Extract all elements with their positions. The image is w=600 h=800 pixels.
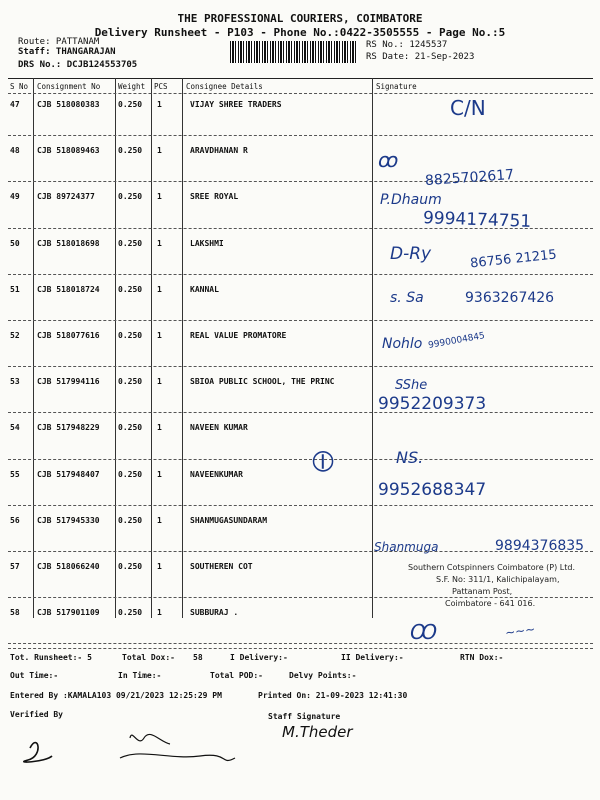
handwritten-phone: 8825702617 bbox=[424, 166, 515, 190]
row-name: REAL VALUE PROMATORE bbox=[190, 331, 287, 340]
row-pcs: 1 bbox=[157, 331, 162, 340]
col-divider bbox=[372, 78, 373, 618]
row-pcs: 1 bbox=[157, 284, 162, 294]
row-sno: 55 bbox=[10, 469, 20, 479]
row-weight: 0.250 bbox=[118, 608, 143, 618]
signature-scribble bbox=[130, 734, 170, 744]
signature-scribble: P.Dhaum bbox=[380, 192, 442, 208]
handwritten-note: C/N bbox=[450, 96, 486, 120]
row-sno: 48 bbox=[10, 146, 20, 156]
route-label: Route: PATTANAM bbox=[18, 37, 100, 47]
row-weight: 0.250 bbox=[118, 238, 143, 248]
drs-number: DRS No.: DCJB124553705 bbox=[18, 60, 138, 70]
handwritten-phone: 9894376835 bbox=[495, 538, 585, 554]
signature-scribble bbox=[120, 754, 235, 761]
col-header-sno: S No bbox=[10, 82, 29, 91]
col-divider bbox=[115, 78, 116, 618]
row-weight: 0.250 bbox=[118, 515, 143, 525]
row-cons: CJB 518077616 bbox=[37, 331, 100, 340]
row-cons: CJB 517901109 bbox=[37, 608, 100, 618]
row-cons: CJB 517948407 bbox=[37, 469, 100, 479]
row-cons: CJB 518018698 bbox=[37, 238, 100, 248]
row-weight: 0.250 bbox=[118, 192, 143, 202]
signature-scribble: Shanmuga bbox=[374, 540, 439, 554]
staff-label: Staff: THANGARAJAN bbox=[18, 47, 116, 57]
col-divider bbox=[151, 78, 152, 618]
row-pcs: 1 bbox=[157, 608, 162, 618]
row-separator bbox=[8, 505, 593, 506]
row-name: SOUTHEREN COT bbox=[190, 562, 253, 571]
row-weight: 0.250 bbox=[118, 100, 143, 109]
row-cons: CJB 517948229 bbox=[37, 423, 100, 433]
company-title: THE PROFESSIONAL COURIERS, COIMBATORE bbox=[177, 12, 423, 25]
signature-scribble: D-Ry bbox=[390, 244, 432, 264]
handwritten-phone: 9952688347 bbox=[378, 480, 487, 500]
in-time: In Time:- bbox=[118, 671, 162, 680]
rtn-dox: RTN Dox:- bbox=[460, 653, 504, 662]
row-weight: 0.250 bbox=[118, 284, 143, 294]
col-header-pcs: PCS bbox=[154, 82, 168, 91]
row-cons: CJB 518089463 bbox=[37, 146, 100, 156]
row-pcs: 1 bbox=[157, 238, 162, 248]
staff-signature-label: Staff Signature bbox=[268, 712, 341, 721]
total-dox-value: 58 bbox=[193, 653, 203, 662]
handwritten-phone: 86756 21215 bbox=[469, 247, 558, 272]
row-name: SUBBURAJ . bbox=[190, 608, 239, 618]
handwritten-phone: 9363267426 bbox=[465, 290, 555, 306]
row-weight: 0.250 bbox=[118, 146, 143, 156]
i-delivery: I Delivery:- bbox=[230, 653, 288, 662]
signature-scribble: ꝏ bbox=[378, 148, 399, 172]
barcode bbox=[230, 41, 358, 63]
staff-signature-scribble: M.Theder bbox=[282, 723, 353, 741]
stamp-line: S.F. No: 311/1, Kalichipalayam, bbox=[436, 575, 560, 584]
row-cons: CJB 517945330 bbox=[37, 515, 100, 525]
row-name: SBIOA PUBLIC SCHOOL, THE PRINC bbox=[190, 377, 335, 387]
row-pcs: 1 bbox=[157, 562, 162, 571]
row-name: KANNAL bbox=[190, 284, 219, 294]
signature-scribble: Ꝏ bbox=[410, 620, 438, 644]
row-sno: 52 bbox=[10, 331, 20, 340]
row-cons: CJB 518066240 bbox=[37, 562, 100, 571]
row-weight: 0.250 bbox=[118, 469, 143, 479]
col-divider bbox=[33, 78, 34, 618]
total-pod: Total POD:- bbox=[210, 671, 263, 680]
row-cons: CJB 518018724 bbox=[37, 284, 100, 294]
rs-number: RS No.: 1245537 bbox=[366, 40, 448, 50]
row-separator bbox=[8, 459, 593, 460]
row-pcs: 1 bbox=[157, 515, 162, 525]
row-sno: 54 bbox=[10, 423, 20, 433]
row-separator bbox=[8, 274, 593, 275]
signature-scribble: ⦶ bbox=[312, 444, 334, 479]
signature-scribble bbox=[24, 743, 52, 763]
table-top-border bbox=[8, 78, 593, 79]
row-name: NAVEEN KUMAR bbox=[190, 423, 248, 433]
row-weight: 0.250 bbox=[118, 331, 143, 340]
verified-by: Verified By bbox=[10, 710, 63, 719]
col-header-weight: Weight bbox=[118, 82, 146, 91]
row-pcs: 1 bbox=[157, 423, 162, 433]
printed-on: Printed On: 21-09-2023 12:41:30 bbox=[258, 691, 408, 700]
signature-scribble: SShe bbox=[395, 378, 428, 393]
row-cons: CJB 517994116 bbox=[37, 377, 100, 387]
row-weight: 0.250 bbox=[118, 423, 143, 433]
row-weight: 0.250 bbox=[118, 562, 143, 571]
signature-scribble: ~~~ bbox=[504, 621, 536, 641]
row-sno: 47 bbox=[10, 100, 20, 109]
row-separator bbox=[8, 412, 593, 413]
handwritten-phone: 9990004845 bbox=[427, 331, 486, 351]
handwritten-phone: 9952209373 bbox=[378, 394, 487, 414]
ii-delivery: II Delivery:- bbox=[341, 653, 404, 662]
row-separator bbox=[8, 135, 593, 136]
row-sno: 58 bbox=[10, 608, 20, 618]
col-header-consignee: Consignee Details bbox=[186, 82, 263, 91]
col-header-consignment: Consignment No bbox=[37, 82, 101, 91]
signature-scribble: Nohlo bbox=[382, 336, 423, 352]
row-name: ARAVDHANAN R bbox=[190, 146, 248, 156]
row-cons: CJB 518080383 bbox=[37, 100, 100, 109]
row-pcs: 1 bbox=[157, 469, 162, 479]
row-separator bbox=[8, 643, 593, 644]
row-cons: CJB 89724377 bbox=[37, 192, 95, 202]
row-sno: 50 bbox=[10, 238, 20, 248]
row-weight: 0.250 bbox=[118, 377, 143, 387]
row-pcs: 1 bbox=[157, 192, 162, 202]
header-separator bbox=[8, 93, 593, 94]
row-name: SHANMUGASUNDARAM bbox=[190, 515, 268, 525]
row-sno: 53 bbox=[10, 377, 20, 387]
row-pcs: 1 bbox=[157, 146, 162, 156]
row-pcs: 1 bbox=[157, 377, 162, 387]
row-name: SREE ROYAL bbox=[190, 192, 239, 202]
row-pcs: 1 bbox=[157, 100, 162, 109]
handwritten-phone: 9994174751 bbox=[422, 208, 532, 232]
entered-by: Entered By :KAMALA103 09/21/2023 12:25:29 PM bbox=[10, 691, 222, 700]
total-dox-label: Total Dox:- bbox=[122, 653, 175, 662]
signature-scribble: s. Sa bbox=[390, 290, 424, 306]
rs-date: RS Date: 21-Sep-2023 bbox=[366, 52, 475, 62]
row-sno: 51 bbox=[10, 284, 20, 294]
stamp-line: Southern Cotspinners Coimbatore (P) Ltd. bbox=[408, 563, 575, 572]
row-separator bbox=[8, 320, 593, 321]
stamp-line: Coimbatore - 641 016. bbox=[445, 599, 536, 608]
row-separator bbox=[8, 366, 593, 367]
row-name: VIJAY SHREE TRADERS bbox=[190, 100, 282, 109]
row-sno: 49 bbox=[10, 192, 20, 202]
footer-separator bbox=[8, 648, 593, 649]
tot-runsheet: Tot. Runsheet:- 5 bbox=[10, 653, 92, 662]
signature-scribble: NS. bbox=[396, 448, 424, 467]
verifier-signatures bbox=[20, 726, 280, 792]
out-time: Out Time:- bbox=[10, 671, 59, 680]
delvy-points: Delvy Points:- bbox=[289, 671, 357, 680]
row-sno: 57 bbox=[10, 562, 20, 571]
stamp-line: Pattanam Post, bbox=[452, 587, 513, 596]
runsheet-title: Delivery Runsheet - P103 - Phone No.:0422-3505555 - Page No.:5 bbox=[94, 26, 506, 39]
col-header-signature: Signature bbox=[376, 82, 417, 91]
row-name: LAKSHMI bbox=[190, 238, 224, 248]
row-name: NAVEENKUMAR bbox=[190, 469, 243, 479]
row-sno: 56 bbox=[10, 515, 20, 525]
col-divider bbox=[182, 78, 183, 618]
